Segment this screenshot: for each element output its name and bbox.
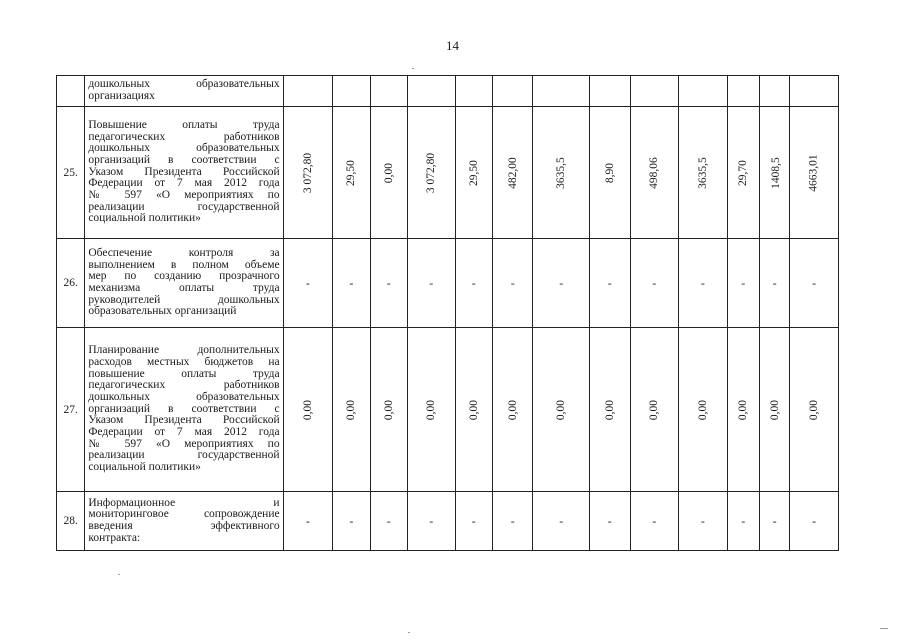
rotated-value: 498,06 (648, 156, 661, 189)
value-cell (533, 239, 590, 328)
value-cell (590, 76, 630, 107)
rotated-value: 0,00 (382, 162, 395, 183)
value-cell (283, 492, 333, 551)
description-line: организаций в соответствии с (88, 153, 280, 166)
dash-value: - (471, 513, 476, 528)
value-cell (408, 239, 456, 328)
value-cell (533, 328, 590, 492)
rotated-value: 482,00 (506, 156, 519, 189)
description-line: Повышение оплаты труда (88, 118, 280, 131)
value-cell (590, 328, 630, 492)
description-line: мер по созданию прозрачного (88, 270, 280, 283)
description-line: дошкольных образовательных (88, 390, 280, 403)
value-cell (790, 76, 839, 107)
description-line: Федерации от 7 мая 2012 года (88, 177, 280, 190)
row-description (85, 107, 283, 239)
dash-value: - (349, 513, 354, 528)
dash-value: - (510, 513, 515, 528)
description-line: Обеспечение контроля за (88, 246, 280, 259)
value-cell (533, 76, 590, 107)
dash-value: - (772, 275, 777, 290)
description-line: организаций в соответствии с (88, 402, 280, 415)
scan-speck (412, 68, 414, 69)
description-line: № 597 «О мероприятиях по (88, 437, 280, 450)
row-description (85, 76, 283, 107)
value-cell (590, 492, 630, 551)
row-number: 26. (57, 239, 85, 328)
value-cell (455, 76, 492, 107)
description-line: дошкольных образовательных (88, 78, 280, 91)
value-cell (370, 239, 407, 328)
dash-value: - (386, 275, 391, 290)
value-cell (408, 76, 456, 107)
dash-value: - (429, 275, 434, 290)
rotated-value: 3 072,80 (425, 152, 438, 193)
value-cell (455, 328, 492, 492)
value-cell (370, 328, 407, 492)
value-cell (630, 107, 679, 239)
dash-value: - (386, 513, 391, 528)
value-cell (492, 328, 532, 492)
row-number: 28. (57, 492, 85, 551)
dash-value: - (559, 513, 564, 528)
value-cell (759, 107, 789, 239)
description-line: организациях (88, 90, 155, 102)
dash-value: - (471, 275, 476, 290)
value-cell (408, 328, 456, 492)
value-cell (727, 492, 759, 551)
value-cell (679, 239, 728, 328)
dash-value: - (305, 513, 310, 528)
value-cell (727, 239, 759, 328)
description-line: дошкольных образовательных (88, 142, 280, 155)
row-description (85, 492, 283, 551)
description-line: педагогических работников (88, 130, 280, 143)
dash-value: - (305, 275, 310, 290)
value-cell (679, 76, 728, 107)
description-line: мониторинговое сопровождение (88, 508, 280, 521)
description-line: руководителей дошкольных (88, 293, 280, 306)
rotated-value: 1408,5 (769, 156, 782, 189)
value-cell (283, 76, 333, 107)
description-line: образовательных организаций (88, 305, 237, 318)
page-number: 14 (446, 38, 459, 53)
value-cell (492, 239, 532, 328)
dash-value: - (700, 275, 705, 290)
scan-speck (880, 628, 888, 629)
value-cell (283, 328, 333, 492)
rotated-value: 0,00 (648, 399, 661, 420)
rotated-value: 0,00 (506, 399, 519, 420)
dash-value: - (607, 513, 612, 528)
value-cell (370, 107, 407, 239)
table-row (57, 107, 839, 239)
rotated-value: 29,70 (737, 159, 750, 186)
rotated-value: 0,00 (696, 399, 709, 420)
value-cell (630, 239, 679, 328)
value-cell (533, 107, 590, 239)
description-line: механизма оплаты труда (88, 282, 280, 294)
rotated-value: 4663,01 (808, 153, 821, 192)
row-number: 27. (57, 328, 85, 492)
rotated-value: 0,00 (382, 399, 395, 420)
value-cell (333, 492, 370, 551)
value-cell (492, 76, 532, 107)
dash-value: - (559, 275, 564, 290)
value-cell (283, 107, 333, 239)
description-line: Информационное и (88, 496, 280, 509)
value-cell (679, 328, 728, 492)
row-number: 25. (57, 107, 85, 239)
row-number (57, 76, 85, 107)
value-cell (790, 492, 839, 551)
scan-speck (408, 632, 410, 633)
value-cell (492, 107, 532, 239)
value-cell (408, 492, 456, 551)
description-line: Планирование дополнительных (88, 344, 280, 357)
value-cell (333, 328, 370, 492)
description-line: Указом Президента Российской (88, 165, 280, 178)
description-line: расходов местных бюджетов на (88, 355, 280, 368)
description-line: повышение оплаты труда (88, 367, 280, 380)
value-cell (759, 492, 789, 551)
value-cell (679, 492, 728, 551)
rotated-value: 8,90 (603, 162, 616, 183)
value-cell (590, 239, 630, 328)
value-cell (455, 107, 492, 239)
dash-value: - (607, 275, 612, 290)
value-cell (759, 328, 789, 492)
table-row (57, 239, 839, 328)
dash-value: - (772, 513, 777, 528)
description-line: введения эффективного (88, 520, 280, 532)
value-cell (727, 107, 759, 239)
dash-value: - (741, 513, 746, 528)
table-row (57, 492, 839, 551)
rotated-value: 0,00 (555, 399, 568, 420)
value-cell (333, 239, 370, 328)
dash-value: - (652, 513, 657, 528)
description-line: реализации государственной (88, 200, 280, 213)
value-cell (533, 492, 590, 551)
row-description (85, 239, 283, 328)
value-cell (790, 328, 839, 492)
value-cell (630, 76, 679, 107)
rotated-value: 3635,5 (696, 156, 709, 189)
description-line: Федерации от 7 мая 2012 года (88, 426, 280, 439)
value-cell (630, 492, 679, 551)
rotated-value: 0,00 (467, 399, 480, 420)
description-line: реализации государственной (88, 449, 280, 462)
value-cell (759, 76, 789, 107)
dash-value: - (652, 275, 657, 290)
value-cell (370, 76, 407, 107)
value-cell (408, 107, 456, 239)
dash-value: - (741, 275, 746, 290)
rotated-value: 0,00 (425, 399, 438, 420)
rotated-value: 0,00 (301, 399, 314, 420)
value-cell (727, 76, 759, 107)
description-line: социальной политики» (88, 461, 201, 474)
dash-value: - (429, 513, 434, 528)
value-cell (492, 492, 532, 551)
rotated-value: 29,50 (345, 159, 358, 186)
description-line: педагогических работников (88, 379, 280, 392)
description-line: Указом Президента Российской (88, 414, 280, 427)
value-cell (759, 239, 789, 328)
rotated-value: 0,00 (603, 399, 616, 420)
description-line: выполнением в полном объеме (88, 258, 280, 271)
dash-value: - (812, 275, 817, 290)
row-description (85, 328, 283, 492)
value-cell (283, 239, 333, 328)
rotated-value: 0,00 (808, 399, 821, 420)
budget-table (56, 75, 839, 551)
value-cell (590, 107, 630, 239)
dash-value: - (812, 513, 817, 528)
value-cell (370, 492, 407, 551)
description-line: № 597 «О мероприятиях по (88, 189, 280, 202)
value-cell (455, 492, 492, 551)
description-line: контракта: (88, 531, 141, 544)
rotated-value: 3 072,80 (301, 152, 314, 193)
value-cell (455, 239, 492, 328)
rotated-value: 29,50 (467, 159, 480, 186)
value-cell (333, 107, 370, 239)
rotated-value: 3635,5 (555, 156, 568, 189)
rotated-value: 0,00 (768, 399, 781, 420)
table-row (57, 328, 839, 492)
scan-speck (118, 574, 120, 575)
value-cell (333, 76, 370, 107)
value-cell (727, 328, 759, 492)
description-line: социальной политики» (88, 212, 201, 225)
dash-value: - (349, 275, 354, 290)
value-cell (790, 239, 839, 328)
rotated-value: 0,00 (737, 399, 750, 420)
value-cell (630, 328, 679, 492)
rotated-value: 0,00 (345, 399, 358, 420)
dash-value: - (510, 275, 515, 290)
dash-value: - (700, 513, 705, 528)
value-cell (679, 107, 728, 239)
value-cell (790, 107, 839, 239)
table-row (57, 76, 839, 107)
